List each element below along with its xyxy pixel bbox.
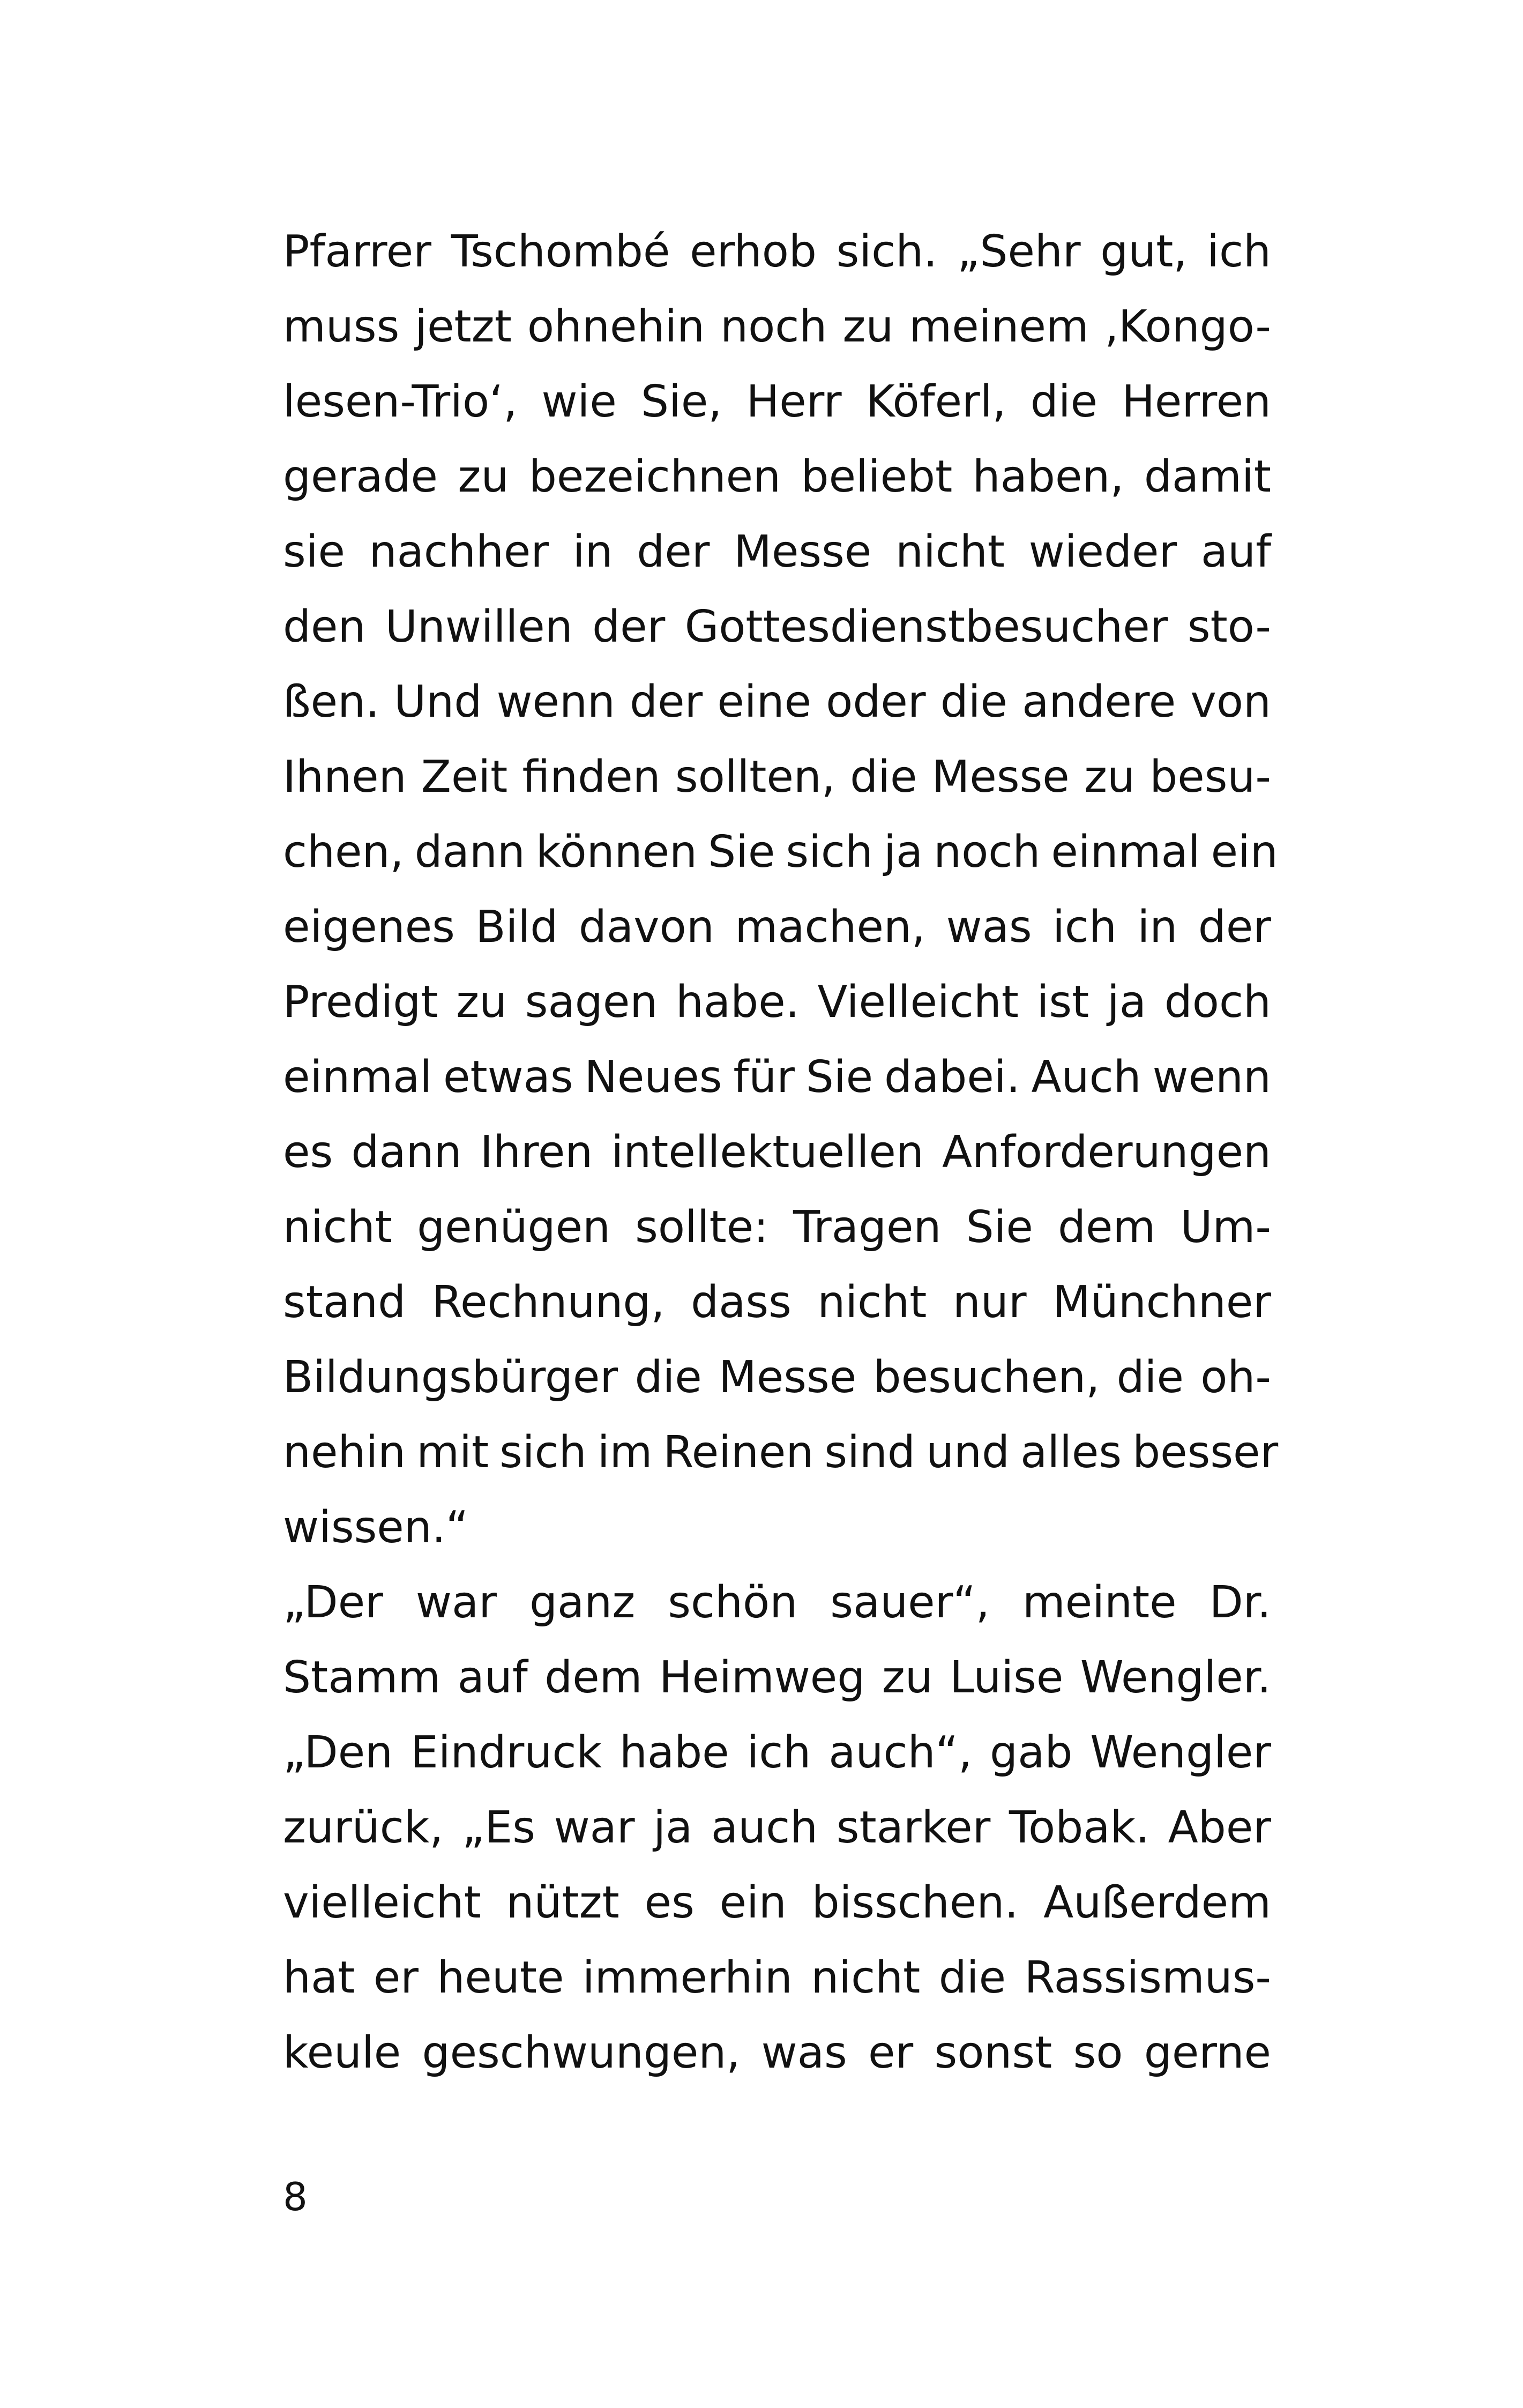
text-line: Predigt zu sagen habe. Vielleicht ist ja doch [283,977,1271,1028]
text-line: nicht genügen sollte: Tragen Sie dem Um- [283,1202,1271,1253]
text-line: muss jetzt ohnehin noch zu meinem ‚Kongo- [283,301,1271,352]
text-line: zurück, „Es war ja auch starker Tobak. Aber [283,1802,1271,1853]
text-line: keule geschwungen, was er sonst so gerne [283,2027,1271,2078]
text-line: ßen. Und wenn der eine oder die andere von [283,677,1271,727]
text-line: „Der war ganz schön sauer“, meinte Dr. [283,1577,1271,1628]
text-line: nehin mit sich im Reinen sind und alles besser [283,1427,1279,1478]
text-line: hat er heute immerhin nicht die Rassismus- [283,1952,1271,2003]
text-line: Stamm auf dem Heimweg zu Luise Wengler. [283,1652,1271,1703]
text-line: wissen.“ [283,1502,469,1553]
text-line: lesen-Trio‘, wie Sie, Herr Köferl, die Herren [283,376,1271,427]
text-line: es dann Ihren intellektuellen Anforderungen [283,1127,1271,1178]
page-number: 8 [283,2174,308,2219]
text-line: stand Rechnung, dass nicht nur Münchner [283,1277,1271,1328]
text-line: Bildungsbürger die Messe besuchen, die oh- [283,1352,1271,1403]
text-line: gerade zu bezeichnen beliebt haben, damit [283,451,1271,502]
body-text [283,214,1279,2091]
text-line: einmal etwas Neues für Sie dabei. Auch wenn [283,1052,1271,1103]
text-line: chen, dann können Sie sich ja noch einmal ein [283,827,1278,878]
text-line: sie nachher in der Messe nicht wieder auf [283,526,1271,577]
text-line: den Unwillen der Gottesdienstbesucher sto- [283,601,1271,652]
text-line: eigenes Bild davon machen, was ich in der [283,902,1271,953]
text-line: Ihnen Zeit finden sollten, die Messe zu besu- [283,752,1271,802]
text-line: „Den Eindruck habe ich auch“, gab Wengler [283,1727,1271,1778]
text-line: Pfarrer Tschombé erhob sich. „Sehr gut, ich [283,226,1271,277]
text-line: vielleicht nützt es ein bisschen. Außerdem [283,1877,1271,1928]
